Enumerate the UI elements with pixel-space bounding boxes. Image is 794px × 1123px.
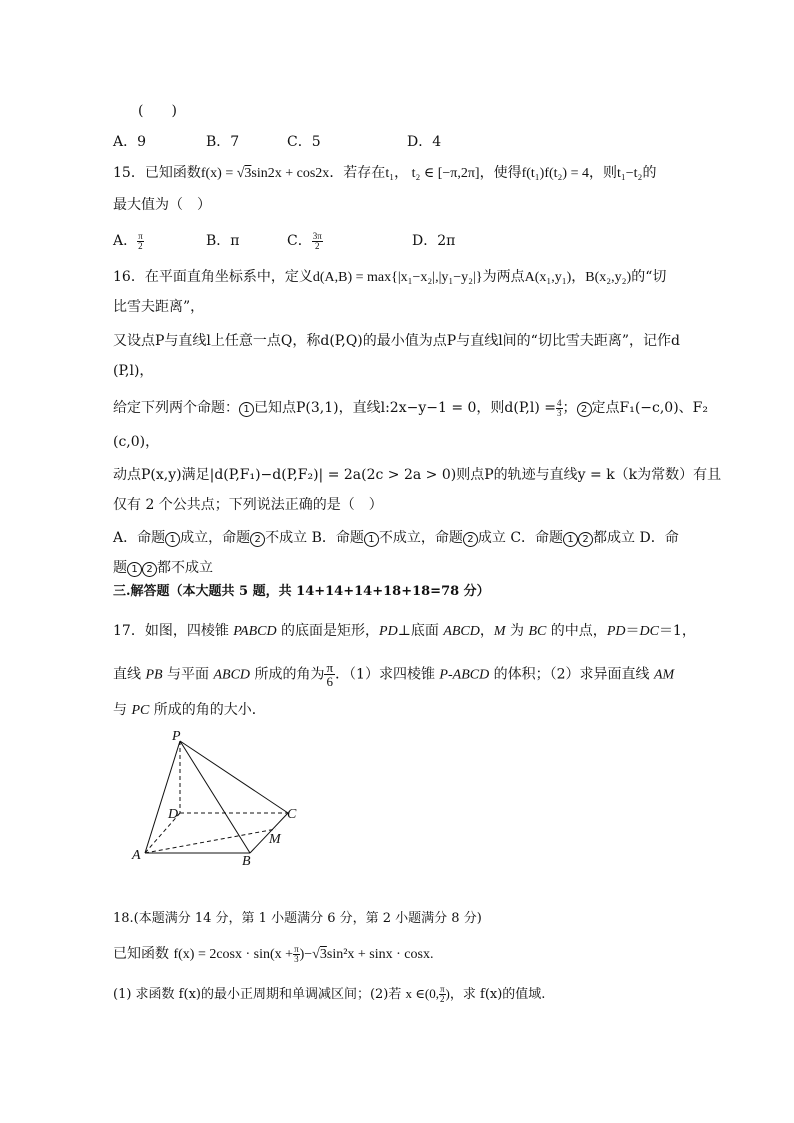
q16-line-6: (c,0)， (113, 434, 160, 450)
q14-option-b: B．7 (206, 134, 240, 150)
circled-two-icon: 2 (250, 532, 265, 547)
q18-line-2: (1) 求函数 f(x)的最小正周期和单调减区间；(2)若 x ∈(0, $\frac{\pi}{2}$ )，求 f(x)的值域. (113, 984, 546, 1004)
q16-line-5: 给定下列两个命题： 1 已知点P(3,1)，直线l:2x−y−1 = 0，则d(P,l) = $\frac{4}{3}$ ； 2 定点F₁(−c,0)、F₂ (113, 397, 709, 418)
label-A: A (132, 848, 141, 863)
q15-option-d: D．2π (412, 233, 456, 249)
q15-formula-t-range: t₁， t₂ ∈ [−π,2π] (385, 166, 480, 181)
q16-line-4: (P,l)， (113, 363, 154, 379)
label-C: C (287, 807, 297, 822)
q15-text: 的 (642, 165, 657, 181)
circled-one-icon: 1 (239, 402, 254, 417)
q18-header: 18.(本题满分 14 分，第 1 小题满分 6 分，第 2 小题满分 8 分) (113, 911, 482, 926)
label-B: B (242, 854, 251, 869)
q15-number: 15． (113, 165, 145, 181)
q15-text: ，则 (589, 165, 617, 181)
circled-two-icon: 2 (577, 402, 592, 417)
q16-formula-chebyshev: d(A,B) = max{|x₁−x₂|,|y₁−y₂|} (312, 270, 483, 285)
segment-AM (145, 829, 276, 853)
q16-line-7: 动点P(x,y)满足|d(P,F₁)−d(P,F₂)| = 2a(2c > 2a > 0)则点P的轨迹与直线y = k（k为常数）有且 (113, 467, 722, 483)
q16-line-1: 16．在平面直角坐标系中，定义d(A,B) = max{|x₁−x₂|,|y₁−y₂|}为两点A(x₁,y₁)，B(x₂,y₂)的“切 (113, 269, 667, 285)
circled-one-icon: 1 (165, 532, 180, 547)
q14-option-d: D．4 (407, 134, 442, 150)
circled-one-icon: 1 (127, 562, 142, 577)
q14-answer-bracket: ( ) (138, 103, 177, 119)
q16-line-3: 又设点P与直线l上任意一点Q，称d(P,Q)的最小值为点P与直线l间的“切比雪夫距离”，记作d (113, 333, 680, 349)
q16-line-8: 仅有 2 个公共点；下列说法正确的是（ ） (113, 497, 383, 513)
label-D: D (168, 807, 179, 822)
q15-sqrt-arg: 3 (244, 166, 252, 181)
q15-text: ，使得 (479, 165, 522, 181)
q15-formula-product: f(t₁)f(t₂) = 4 (521, 166, 589, 181)
circled-one-icon: 1 (364, 532, 379, 547)
edge-PA (145, 741, 180, 853)
q16-options-line-1: A．命题 1 成立，命题 2 不成立 B．命题 1 不成立，命题 2 成立 C．命题 1 2 都成立 D．命 (113, 530, 679, 546)
q15-text: 已知函数 (144, 165, 201, 181)
q16-formula-points: A(x₁,y₁)，B(x₂,y₂) (524, 270, 632, 285)
q15-option-a: A． $\frac{\pi}{2}$ (113, 230, 143, 251)
q15-option-c: C． $\frac{3\pi}{2}$ (287, 230, 322, 251)
q17-line-3: 与 PC 所成的角的大小． (113, 702, 266, 718)
q15-option-b: B．π (206, 233, 240, 249)
q14-option-c: C．5 (287, 134, 321, 150)
q14-option-a: A．9 (113, 134, 147, 150)
q17-line-1: 17．如图，四棱锥 PABCD 的底面是矩形，PD⊥底面 ABCD，M 为 BC 的中点，PD＝DC＝1， (113, 623, 696, 639)
circled-one-icon: 1 (563, 532, 578, 547)
label-M: M (269, 832, 281, 847)
q15-text: ．若存在 (329, 165, 386, 181)
circled-two-icon: 2 (142, 562, 157, 577)
q16-line-2: 比雪夫距离”， (113, 299, 205, 315)
q15-line-1 (113, 163, 656, 184)
pyramid-figure (128, 722, 308, 870)
q16-options-line-2: 题 1 2 都不成立 (113, 560, 213, 576)
circled-two-icon: 2 (578, 532, 593, 547)
section-3-heading: 三.解答题（本大题共 5 题，共 14+14+14+18+18=78 分） (113, 584, 490, 599)
q15-formula-diff: t₁−t₂ (617, 166, 643, 181)
circled-two-icon: 2 (463, 532, 478, 547)
q15-line-2: 最大值为（ ） (113, 197, 211, 213)
edge-PC (180, 741, 288, 813)
q15-formula-f: f(x) = √ (200, 166, 245, 181)
edge-PB (180, 741, 250, 853)
label-P: P (172, 729, 181, 744)
q15-formula-f-rest: sin2x + cos2x (251, 166, 330, 181)
q17-line-2: 直线 PB 与平面 ABCD 所成的角为 $\frac{\pi}{6}$ ．（1）求四棱锥 P-ABCD 的体积；（2）求异面直线 AM (113, 660, 675, 689)
q18-line-1: 已知函数 f(x) = 2cosx · sin(x + $\frac{\pi}{3}$ )−√3sin²x + sinx · cosx. (113, 943, 434, 964)
